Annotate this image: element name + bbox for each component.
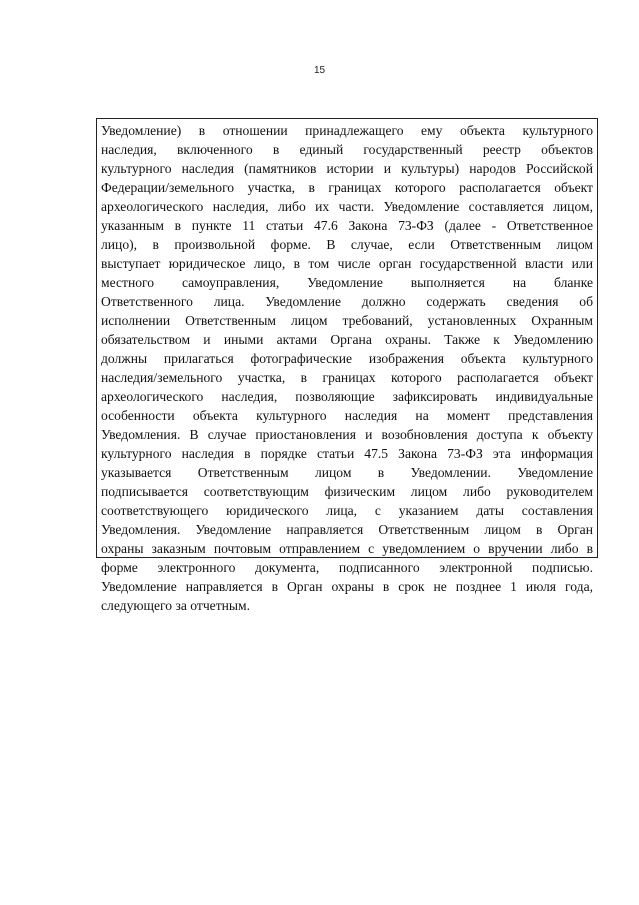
paragraph-line: подписывается соответствующим физическим лицом либо руководителем	[101, 484, 593, 499]
paragraph-line: указывается Ответственным лицом в Уведомлении. Уведомление	[101, 465, 593, 480]
paragraph-line: соответствующего юридического лица, с указанием даты составления	[101, 503, 593, 518]
paragraph-line: форме электронного документа, подписанного электронной подписью.	[101, 560, 593, 575]
paragraph-line: Ответственного лица. Уведомление должно содержать сведения об	[101, 294, 593, 309]
paragraph-line: особенности объекта культурного наследия на момент представления	[101, 408, 593, 423]
paragraph-line: выступает юридическое лицо, в том числе орган государственной власти или	[101, 256, 593, 271]
paragraph-line: наследия/земельного участка, в границах которого располагается объект	[101, 370, 593, 385]
page-number: 15	[313, 65, 326, 76]
paragraph-line: археологического наследия, позволяющие зафиксировать индивидуальные	[101, 389, 593, 404]
paragraph-line: должны прилагаться фотографические изображения объекта культурного	[101, 351, 593, 366]
bordered-text-block	[96, 118, 598, 613]
paragraph-line: Уведомления. Уведомление направляется Ответственным лицом в Орган	[101, 522, 593, 537]
paragraph-line: обязательством и иными актами Органа охраны. Также к Уведомлению	[101, 332, 593, 347]
paragraph-line: исполнении Ответственным лицом требований, установленных Охранным	[101, 313, 593, 328]
paragraph-line: культурного наследия в порядке статьи 47.5 Закона 73-ФЗ эта информация	[101, 446, 593, 461]
paragraph-line: Уведомление) в отношении принадлежащего ему объекта культурного	[101, 123, 593, 138]
paragraph-line: следующего за отчетным.	[101, 598, 251, 613]
paragraph-line: указанным в пункте 11 статьи 47.6 Закона 73-ФЗ (далее - Ответственное	[101, 218, 593, 233]
paragraph-line: местного самоуправления, Уведомление выполняется на бланке	[101, 275, 593, 290]
paragraph-line: культурного наследия (памятников истории и культуры) народов Российской	[101, 161, 593, 176]
paragraph-line: Уведомления. В случае приостановления и возобновления доступа к объекту	[101, 427, 593, 442]
paragraph-line: наследия, включенного в единый государственный реестр объектов	[101, 142, 593, 157]
paragraph-line: Уведомление направляется в Орган охраны в срок не позднее 1 июля года,	[101, 579, 593, 594]
paragraph-line: охраны заказным почтовым отправлением с уведомлением о вручении либо в	[101, 541, 593, 556]
paragraph-line: лицо), в произвольной форме. В случае, если Ответственным лицом	[101, 237, 593, 252]
paragraph-line: археологического наследия, либо их части. Уведомление составляется лицом,	[101, 199, 593, 214]
paragraph-line: Федерации/земельного участка, в границах которого располагается объект	[101, 180, 593, 195]
